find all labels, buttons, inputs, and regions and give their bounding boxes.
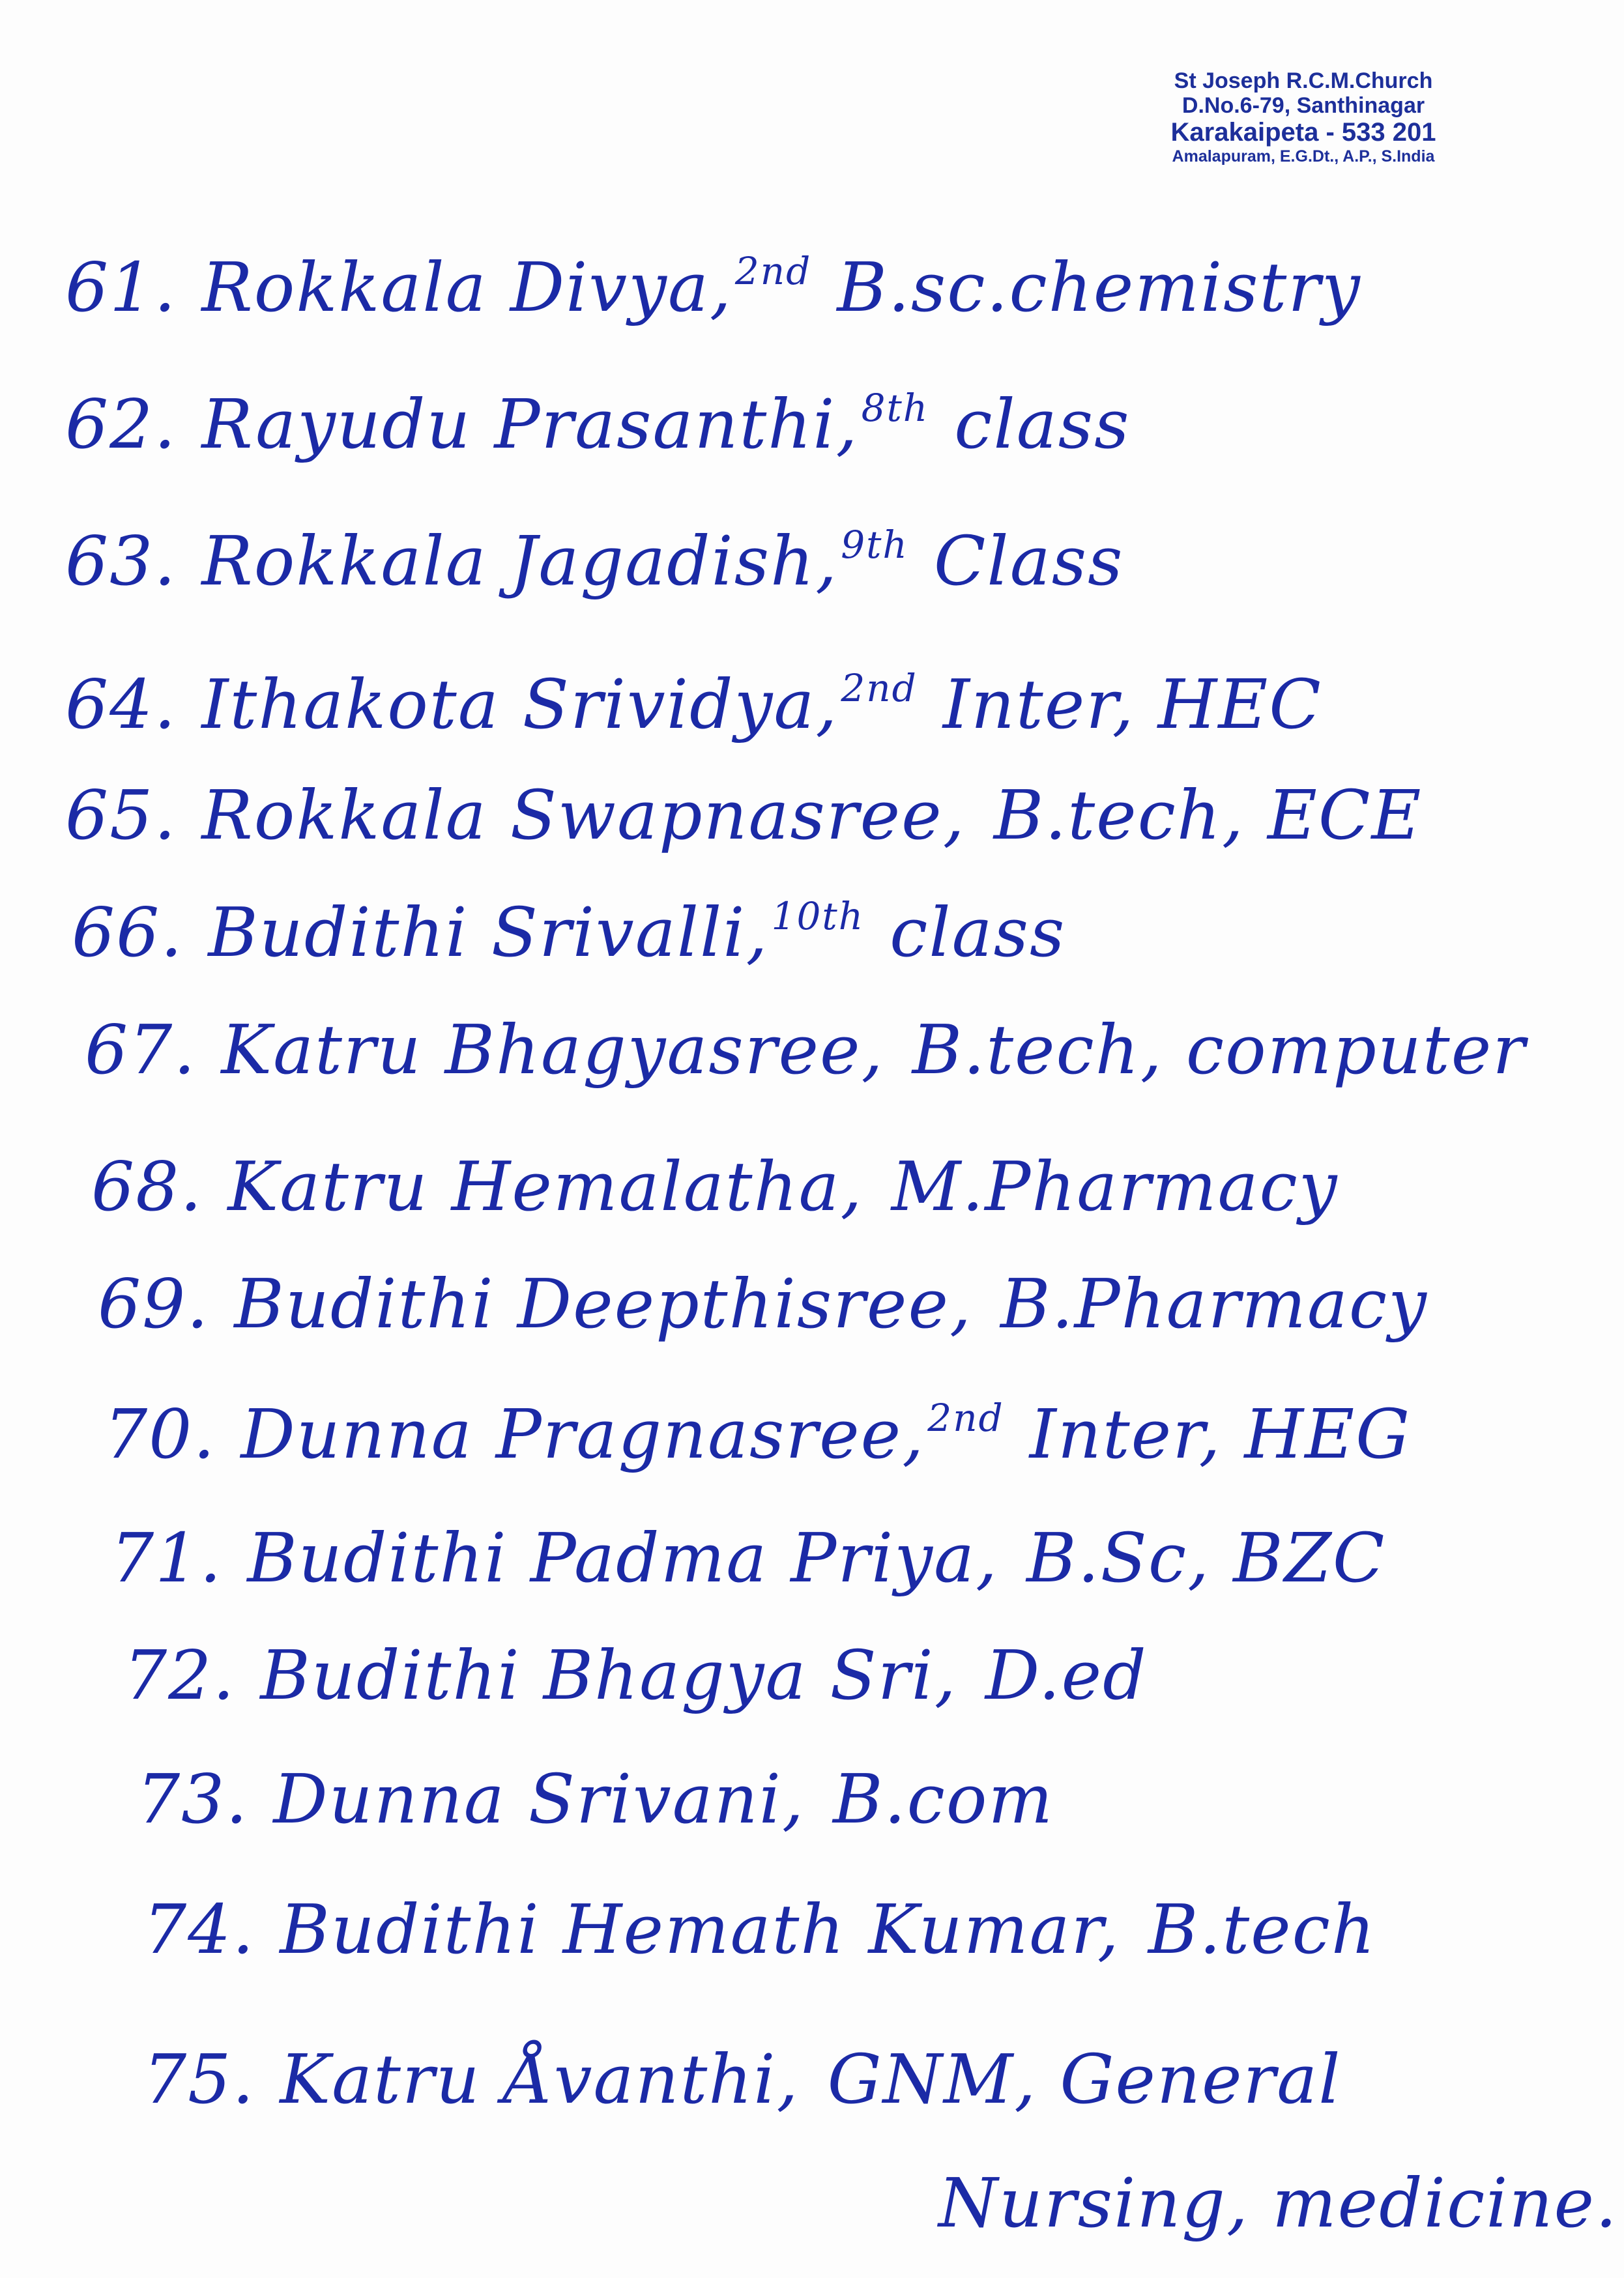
entry-number: 71. xyxy=(111,1518,223,1598)
entry-detail: class xyxy=(890,893,1066,972)
entry-name: Rokkala Swapnasree, xyxy=(201,775,966,855)
entry-number: 64. xyxy=(65,665,177,744)
list-item xyxy=(143,2040,1341,2119)
entry-detail: Inter, HEC xyxy=(942,665,1322,744)
entry-name: Katru Åvanthi, xyxy=(280,2040,800,2119)
entry-detail: B.tech, computer xyxy=(912,1010,1526,1089)
entry-name: Rokkala Divya, xyxy=(201,248,732,327)
list-item xyxy=(65,775,1422,855)
entry-detail: B.Pharmacy xyxy=(1000,1264,1428,1344)
entry-ordinal: 8th xyxy=(861,386,929,431)
entry-continuation: Nursing, medicine. xyxy=(938,2163,1619,2243)
entry-detail: Inter, HEG xyxy=(1029,1394,1412,1474)
stamp-line-4: Amalapuram, E.G.Dt., A.P., S.India xyxy=(1172,147,1435,166)
entry-ordinal: 2nd xyxy=(734,249,812,294)
entry-detail: B.com xyxy=(833,1759,1054,1839)
entry-detail: Class xyxy=(933,521,1124,601)
entry-number: 62. xyxy=(65,384,177,464)
list-item xyxy=(111,1518,1386,1598)
entry-number: 67. xyxy=(85,1010,197,1089)
entry-number: 74. xyxy=(143,1890,255,1969)
list-item xyxy=(137,1759,1054,1839)
entry-detail: M.Pharmacy xyxy=(891,1147,1339,1226)
entry-detail: B.tech, ECE xyxy=(993,775,1423,855)
entry-detail: B.Sc, BZC xyxy=(1026,1518,1386,1598)
entry-detail: B.sc.chemistry xyxy=(837,248,1361,327)
entry-name: Dunna Srivani, xyxy=(273,1759,805,1839)
entry-number: 75. xyxy=(143,2040,255,2119)
list-item xyxy=(85,1010,1526,1089)
entry-number: 68. xyxy=(91,1147,203,1226)
list-item xyxy=(104,1394,1411,1474)
entry-ordinal: 2nd xyxy=(841,666,918,711)
list-item xyxy=(143,1890,1376,1969)
entry-number: 63. xyxy=(65,521,177,601)
entry-detail: class xyxy=(954,384,1131,464)
list-item xyxy=(65,248,1361,327)
entry-name: Budithi Hemath Kumar, xyxy=(280,1890,1120,1969)
list-item xyxy=(65,521,1124,601)
entry-number: 66. xyxy=(72,893,184,972)
entry-ordinal: 9th xyxy=(841,523,908,568)
entry-name: Katru Bhagyasree, xyxy=(221,1010,884,1089)
entry-name: Dunna Pragnasree, xyxy=(240,1394,925,1474)
list-item xyxy=(98,1264,1428,1344)
entry-detail: GNM, General xyxy=(827,2040,1342,2119)
list-item xyxy=(91,1147,1339,1226)
entry-number: 73. xyxy=(137,1759,249,1839)
entry-detail: D.ed xyxy=(985,1636,1148,1715)
stamp-line-1: St Joseph R.C.M.Church xyxy=(1174,68,1433,93)
entry-number: 65. xyxy=(65,775,177,855)
entry-number: 72. xyxy=(124,1636,236,1715)
entry-name: Budithi Padma Priya, xyxy=(247,1518,999,1598)
stamp-line-2: D.No.6-79, Santhinagar xyxy=(1182,93,1425,119)
entry-number: 70. xyxy=(104,1394,216,1474)
entry-detail: B.tech xyxy=(1148,1890,1376,1969)
entry-name: Ithakota Srividya, xyxy=(201,665,839,744)
list-item xyxy=(65,665,1322,744)
stamp-line-3: Karakaipeta - 533 201 xyxy=(1170,118,1436,147)
entry-name: Katru Hemalatha, xyxy=(227,1147,863,1226)
list-item xyxy=(72,893,1066,972)
entry-ordinal: 10th xyxy=(771,894,865,939)
entry-name: Rokkala Jagadish, xyxy=(201,521,839,601)
entry-name: Budithi Deepthisree, xyxy=(234,1264,973,1344)
entry-name: Rayudu Prasanthi, xyxy=(201,384,859,464)
list-item xyxy=(124,1636,1148,1715)
entry-ordinal: 2nd xyxy=(927,1396,1004,1441)
entry-name: Budithi Bhagya Sri, xyxy=(260,1636,957,1715)
entry-number: 61. xyxy=(65,248,177,327)
entry-number: 69. xyxy=(98,1264,210,1344)
list-item xyxy=(65,384,1131,464)
entry-name: Budithi Srivalli, xyxy=(208,893,769,972)
